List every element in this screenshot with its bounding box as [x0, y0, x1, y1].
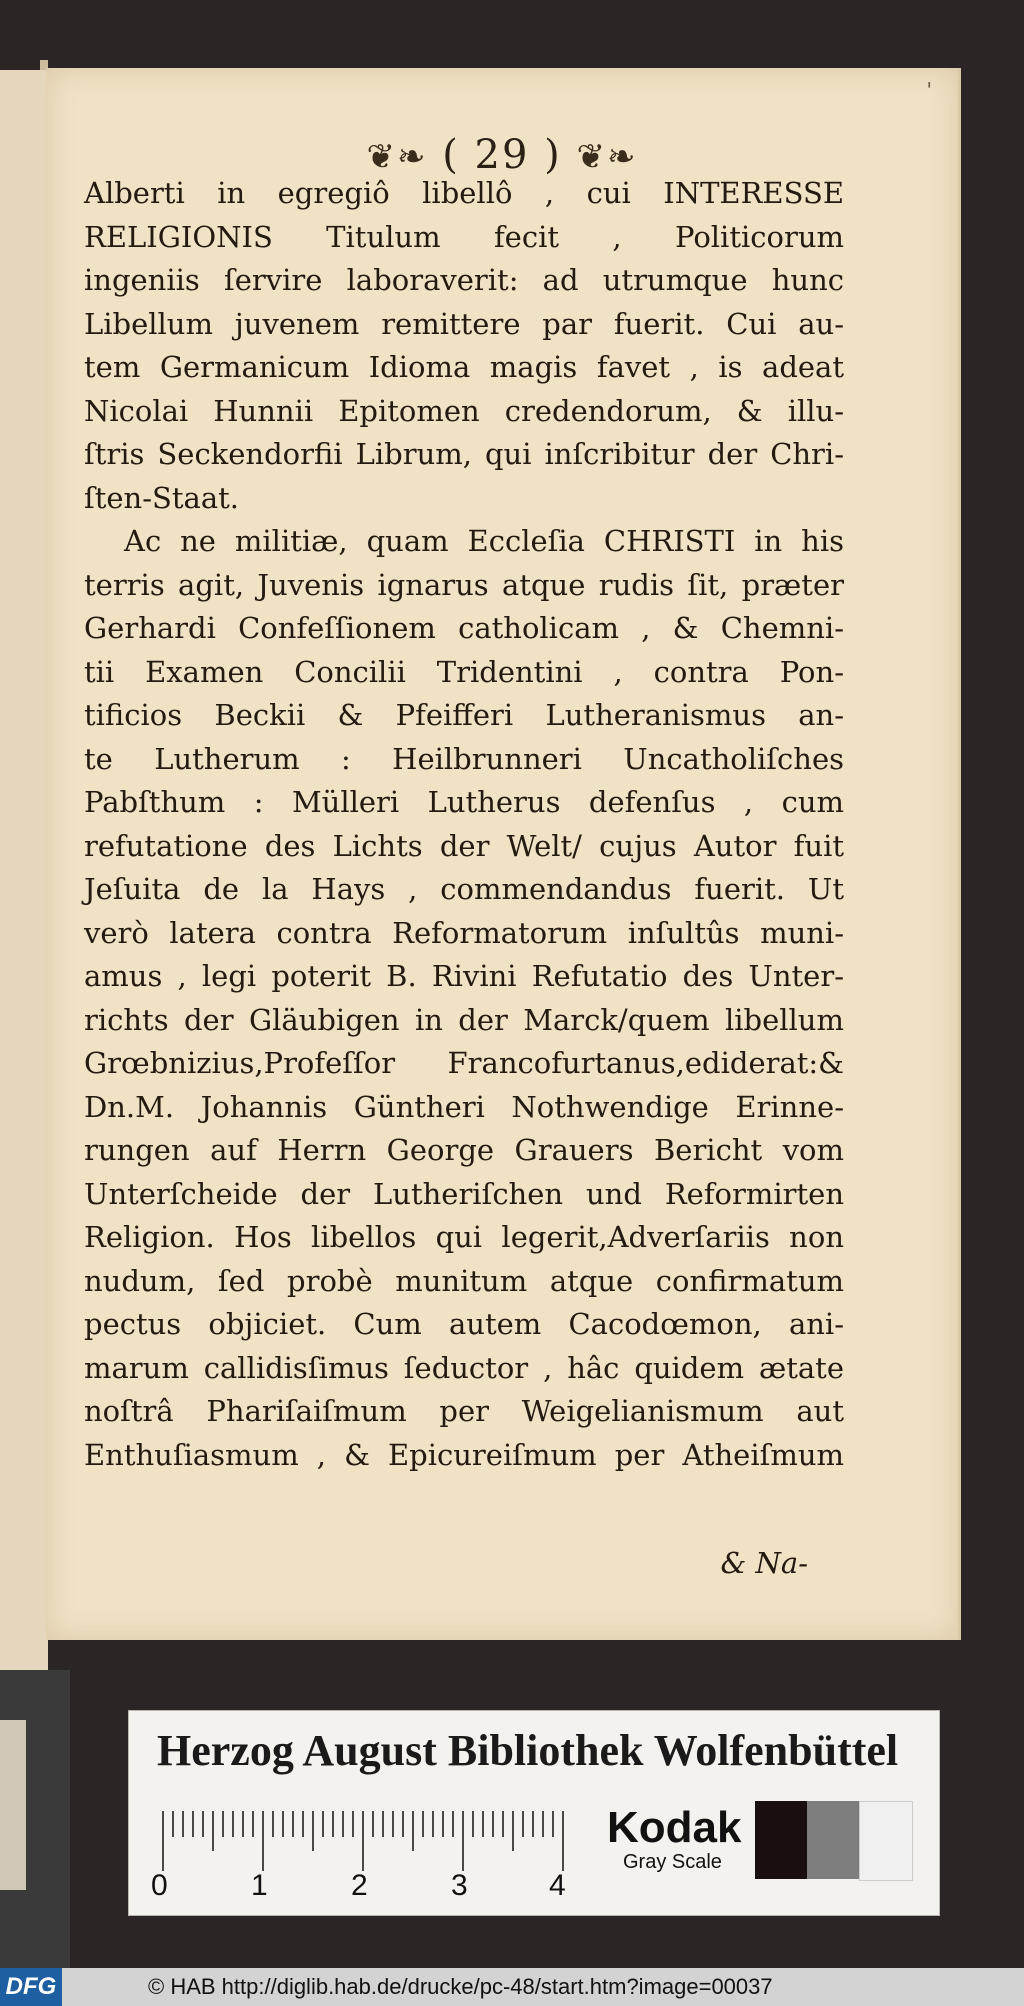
- ornament-left-icon: ❦❧: [366, 137, 428, 177]
- text-line: Alberti in egregiô libellô , cui INTERESSE: [84, 176, 844, 210]
- text-line: Grœbnizius,Profeſſor Francofurtanus,ediderat:&: [84, 1046, 844, 1080]
- margin-mark: ': [926, 78, 932, 102]
- ruler-number: 1: [251, 1869, 268, 1902]
- text-line: Nicolai Hunnii Epitomen credendorum, & illu-: [84, 393, 844, 428]
- ruler-number: 3: [451, 1869, 468, 1902]
- text-line: ſtris Seckendorfii Librum, qui inſcribitur der Chri-: [84, 437, 844, 471]
- kodak-logo: Kodak: [607, 1803, 742, 1852]
- text-line: Jeſuita de la Hays , commendandus fuerit. Ut: [84, 872, 844, 906]
- text-line: amus , legi poterit B. Rivini Refutatio des Unter-: [84, 959, 844, 993]
- book-page: [46, 68, 961, 1640]
- catchword: & Na-: [720, 1546, 808, 1580]
- text-line: verò latera contra Reformatorum inſultûs muni-: [84, 915, 844, 950]
- ornament-right-icon: ❦❧: [576, 137, 638, 177]
- text-body: [84, 172, 844, 1477]
- text-line: pectus objiciet. Cum autem Cacodœmon, ani-: [84, 1307, 844, 1341]
- text-line: terris agit, Juvenis ignarus atque rudis ſit, præter: [84, 567, 844, 602]
- text-line: tificios Beckii & Pfeifferi Lutheranismus an-: [84, 698, 844, 732]
- text-line: Unterſcheide der Lutheriſchen und Reformirten: [84, 1176, 844, 1211]
- cover-label: [0, 1720, 26, 1890]
- library-scan-label: [128, 1710, 940, 1916]
- library-name: Herzog August Bibliothek Wolfenbüttel: [157, 1726, 899, 1775]
- swatch-mid: [807, 1801, 859, 1879]
- credit-link[interactable]: © HAB http://diglib.hab.de/drucke/pc-48/start.htm?image=00037: [148, 1974, 773, 1999]
- dfg-logo: DFG: [0, 1968, 62, 2006]
- text-line: RELIGIONIS Titulum fecit , Politicorum: [84, 219, 844, 254]
- text-line: rungen auf Herrn George Grauers Bericht vom: [84, 1133, 844, 1167]
- ruler-number: 0: [151, 1869, 168, 1902]
- text-line: tem Germanicum Idioma magis favet , is adeat: [84, 350, 844, 384]
- text-line: ſten-Staat.: [84, 480, 239, 515]
- text-line: noſtrâ Phariſaiſmum per Weigelianismum aut: [84, 1394, 844, 1428]
- text-line: Enthuſiasmum , & Epicureiſmum per Atheiſmum: [84, 1437, 844, 1472]
- swatch-dark: [755, 1801, 807, 1879]
- text-line: refutatione des Lichts der Welt/ cujus Autor fuit: [84, 828, 844, 863]
- text-line: Libellum juvenem remittere par fuerit. Cui au-: [84, 306, 844, 341]
- gray-scale-caption: Gray Scale: [623, 1851, 722, 1873]
- text-line: Ac ne militiæ, quam Eccleſia CHRISTI in his: [124, 524, 844, 558]
- text-line: Dn.M. Johannis Güntheri Nothwendige Erinne-: [84, 1089, 844, 1124]
- text-line: Gerhardi Confeſſionem catholicam , & Chemni-: [84, 611, 844, 645]
- text-line: ingeniis ſervire laboraverit: ad utrumque hunc: [84, 263, 844, 297]
- text-line: richts der Gläubigen in der Marck/quem libellum: [84, 1002, 844, 1037]
- text-line: nudum, ſed probè munitum atque confirmatum: [84, 1263, 844, 1298]
- page-number: ( 29 ): [442, 132, 562, 178]
- swatch-light: [859, 1801, 913, 1881]
- ruler-number: 2: [351, 1869, 368, 1902]
- text-line: tii Examen Concilii Tridentini , contra Pon-: [84, 654, 844, 689]
- text-line: Religion. Hos libellos qui legerit,Adverſariis non: [84, 1220, 844, 1254]
- text-line: te Lutherum : Heilbrunneri Uncatholiſches: [84, 741, 844, 776]
- ruler-number: 4: [549, 1869, 566, 1902]
- previous-page-strip: [0, 70, 48, 1670]
- text-line: marum callidisſimus ſeductor , hâc quidem ætate: [84, 1350, 844, 1385]
- text-line: Pabſthum : Mülleri Lutherus defenſus , cum: [84, 785, 844, 819]
